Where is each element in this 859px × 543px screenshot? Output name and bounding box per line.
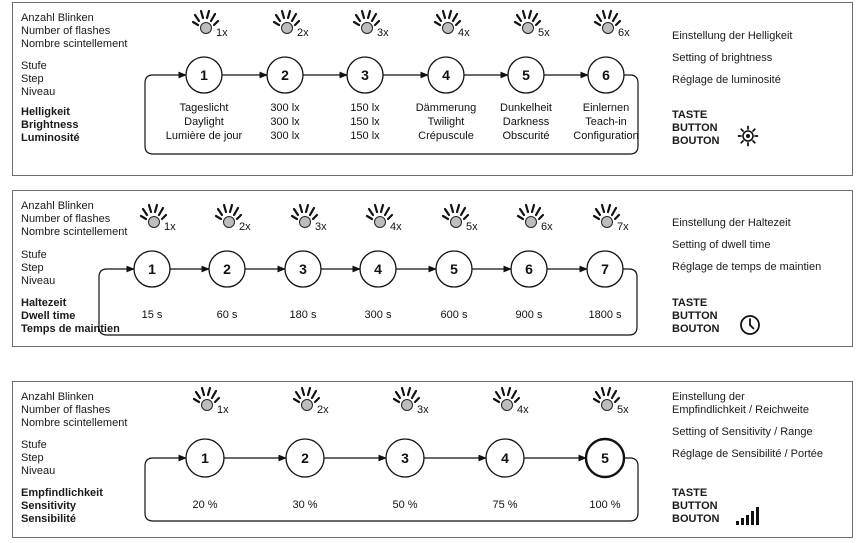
step-label: Stufe Step Niveau — [21, 60, 56, 98]
step-2 — [286, 439, 324, 477]
step-5 — [436, 251, 472, 287]
flash-count: 3x — [417, 404, 429, 416]
flash-led-icon — [194, 388, 219, 411]
flash-led-icon — [394, 388, 419, 411]
step-value: 150 lx — [350, 102, 380, 114]
step-number: 5 — [522, 67, 530, 83]
step-4 — [360, 251, 396, 287]
flash-count: 4x — [458, 27, 470, 39]
step-1 — [134, 251, 170, 287]
step-3 — [285, 251, 321, 287]
step-value: Lumière de jour — [165, 130, 243, 142]
flash-count: 4x — [517, 404, 529, 416]
step-7 — [587, 251, 623, 287]
step-number: 2 — [223, 261, 231, 277]
flash-count: 1x — [216, 27, 228, 39]
step-value: Dunkelheit — [500, 102, 552, 114]
step-value: 20 % — [192, 499, 218, 511]
step-number: 5 — [450, 261, 458, 277]
setting-description: Einstellung der Empfindlichkeit / Reichweite Setting of Sensitivity / Range Réglage de Sensibilité / Portée — [672, 391, 824, 460]
flash-led-icon — [443, 205, 468, 228]
step-value: Teach-in — [585, 116, 627, 128]
flash-led-icon — [494, 388, 519, 411]
step-value: 1800 s — [588, 309, 622, 321]
parameter-label: Helligkeit Brightness Luminosité — [21, 106, 80, 144]
step-number: 3 — [401, 450, 409, 466]
step-value: 50 % — [392, 499, 418, 511]
flash-led-icon — [294, 388, 319, 411]
flash-led-icon — [594, 205, 619, 228]
flash-count-label: Anzahl Blinken Number of flashes Nombre scintellement — [21, 391, 128, 429]
flash-count: 2x — [297, 27, 309, 39]
setting-description: Einstellung der Helligkeit Setting of brightness Réglage de luminosité — [672, 30, 793, 86]
flash-led-icon — [193, 11, 218, 34]
step-value: 60 s — [216, 309, 238, 321]
step-5 — [586, 439, 624, 477]
flash-count: 1x — [164, 221, 176, 233]
step-value: Darkness — [502, 116, 550, 128]
step-1 — [186, 57, 222, 93]
step-number: 6 — [602, 67, 610, 83]
step-number: 1 — [148, 261, 156, 277]
parameter-label: Haltezeit Dwell time Temps de maintien — [21, 297, 120, 335]
flash-led-icon — [435, 11, 460, 34]
step-value: Daylight — [184, 116, 224, 128]
flash-led-icon — [292, 205, 317, 228]
flash-count: 7x — [617, 221, 629, 233]
step-4 — [486, 439, 524, 477]
flash-led-icon — [354, 11, 379, 34]
step-value: Twilight — [427, 116, 465, 128]
flash-led-icon — [274, 11, 299, 34]
flash-led-icon — [515, 11, 540, 34]
step-value: Tageslicht — [179, 102, 229, 114]
step-value: Einlernen — [582, 102, 630, 114]
step-2 — [209, 251, 245, 287]
step-value: 180 s — [289, 309, 317, 321]
flash-count: 1x — [217, 404, 229, 416]
step-value: 15 s — [141, 309, 163, 321]
step-value: 300 lx — [270, 102, 300, 114]
step-number: 4 — [374, 261, 382, 277]
step-2 — [267, 57, 303, 93]
clock-icon[interactable] — [739, 314, 761, 336]
step-number: 4 — [501, 450, 509, 466]
step-number: 7 — [601, 261, 609, 277]
flash-led-icon — [141, 205, 166, 228]
step-label: Stufe Step Niveau — [21, 439, 56, 477]
step-number: 6 — [525, 261, 533, 277]
brightness-panel — [12, 2, 853, 176]
flash-led-icon — [595, 11, 620, 34]
step-value: Crépuscule — [418, 130, 474, 142]
step-3 — [347, 57, 383, 93]
step-value: 30 % — [292, 499, 318, 511]
signal-bars-icon[interactable] — [735, 505, 761, 525]
flash-led-icon — [594, 388, 619, 411]
sensitivity-panel — [12, 381, 853, 538]
step-value: 300 s — [364, 309, 392, 321]
loop-back-arrow — [145, 75, 638, 154]
step-5 — [508, 57, 544, 93]
step-number: 3 — [361, 67, 369, 83]
step-value: Obscurité — [502, 130, 550, 142]
flash-count: 6x — [618, 27, 630, 39]
step-number: 2 — [301, 450, 309, 466]
step-number: 3 — [299, 261, 307, 277]
step-value: 150 lx — [350, 130, 380, 142]
step-1 — [186, 439, 224, 477]
step-number: 2 — [281, 67, 289, 83]
button-label: TASTE BUTTON BOUTON — [672, 109, 720, 147]
dwell-time-panel — [12, 190, 853, 347]
step-value: 300 lx — [270, 130, 300, 142]
flash-count: 3x — [315, 221, 327, 233]
step-3 — [386, 439, 424, 477]
step-value: Configuration — [573, 130, 639, 142]
step-6 — [511, 251, 547, 287]
flash-count: 4x — [390, 221, 402, 233]
button-label: TASTE BUTTON BOUTON — [672, 487, 720, 525]
step-value: 75 % — [492, 499, 518, 511]
step-number: 5 — [601, 450, 609, 466]
flash-led-icon — [518, 205, 543, 228]
step-value: 100 % — [589, 499, 621, 511]
step-6 — [588, 57, 624, 93]
flash-count: 6x — [541, 221, 553, 233]
flash-led-icon — [216, 205, 241, 228]
flash-count: 3x — [377, 27, 389, 39]
button-label: TASTE BUTTON BOUTON — [672, 297, 720, 335]
flash-count: 5x — [538, 27, 550, 39]
step-value: 300 lx — [270, 116, 300, 128]
flash-count: 2x — [239, 221, 251, 233]
parameter-label: Empfindlichkeit Sensitivity Sensibilité — [21, 487, 103, 525]
step-value: 150 lx — [350, 116, 380, 128]
flash-count: 5x — [466, 221, 478, 233]
setting-description: Einstellung der Haltezeit Setting of dwell time Réglage de temps de maintien — [672, 217, 822, 273]
step-value: Dämmerung — [415, 102, 477, 114]
sun-gear-icon[interactable] — [737, 125, 759, 147]
flash-count: 2x — [317, 404, 329, 416]
step-number: 1 — [201, 450, 209, 466]
step-value: 600 s — [440, 309, 468, 321]
step-value: 900 s — [515, 309, 543, 321]
flash-count: 5x — [617, 404, 629, 416]
step-number: 1 — [200, 67, 208, 83]
flash-count-label: Anzahl Blinken Number of flashes Nombre scintellement — [21, 200, 128, 238]
step-4 — [428, 57, 464, 93]
step-number: 4 — [442, 67, 450, 83]
flash-count-label: Anzahl Blinken Number of flashes Nombre scintellement — [21, 12, 128, 50]
step-label: Stufe Step Niveau — [21, 249, 56, 287]
flash-led-icon — [367, 205, 392, 228]
